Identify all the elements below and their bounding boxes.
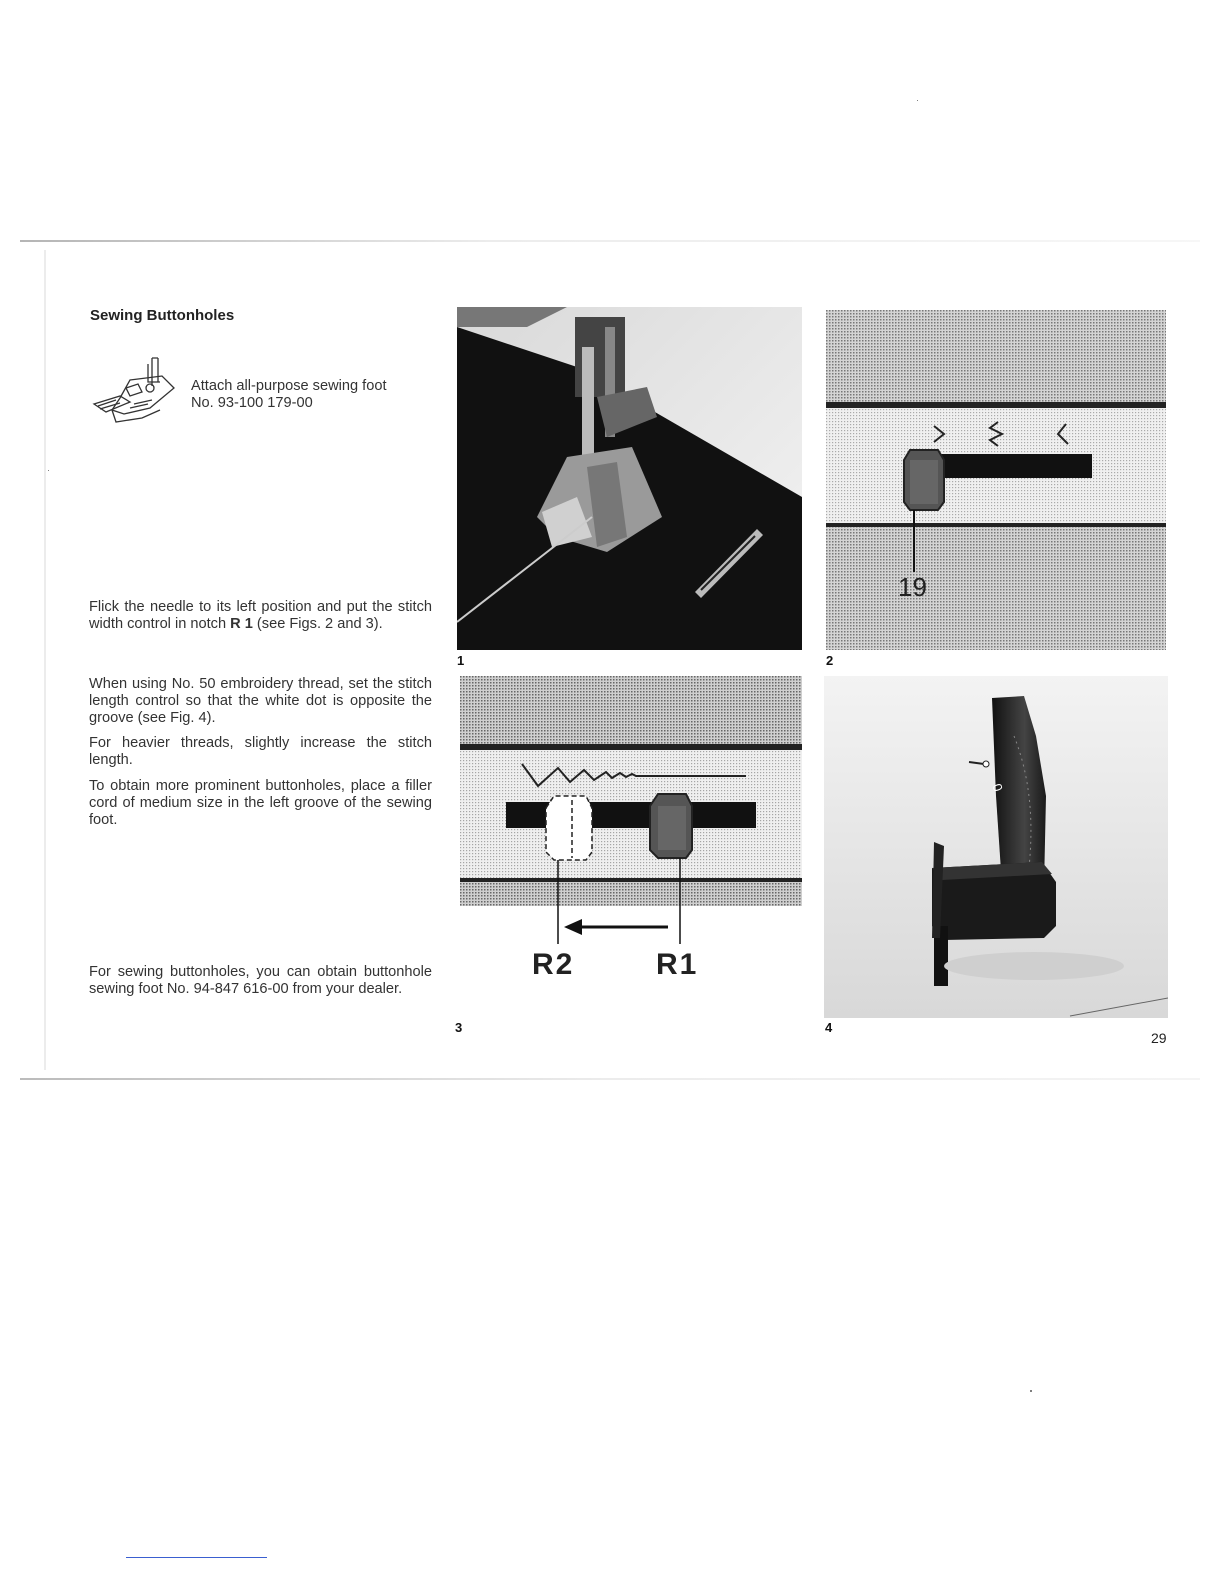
scan-speck [917, 100, 918, 101]
figure-3-label-r1: R1 [656, 948, 699, 981]
figure-4-dial-mark: 0 [989, 781, 1006, 794]
paragraph-buttonhole-foot: For sewing buttonholes, you can obtain buttonhole sewing foot No. 94-847 616-00 from your dealer. [89, 964, 432, 997]
figure-1-photo [457, 307, 802, 650]
scan-speck [1030, 1390, 1032, 1392]
foot-caption-line2: No. 93-100 179-00 [191, 395, 313, 411]
paragraph-needle-position [89, 599, 432, 633]
figure-3-diagram [460, 676, 802, 992]
page-number: 29 [1151, 1030, 1167, 1046]
figure-2-notch-label: 19 [898, 572, 927, 602]
notch-label: R 1 [230, 616, 253, 632]
bottom-rule [20, 1078, 1200, 1080]
section-title: Sewing Buttonholes [90, 307, 235, 324]
figure-4-photo [824, 676, 1168, 1018]
paragraph-text: (see Figs. 2 and 3). [252, 616, 383, 632]
paragraph-embroidery-thread: When using No. 50 embroidery thread, set the stitch length control so that the white dot is opposite the groove (see Fig. 4). [89, 676, 432, 726]
figure-4-number: 4 [825, 1020, 833, 1035]
paragraph-filler-cord: To obtain more prominent buttonholes, place a filler cord of medium size in the left groove of the sewing foot. [89, 778, 432, 828]
foot-caption [191, 378, 387, 412]
figure-3-number: 3 [455, 1020, 463, 1035]
paragraph-heavier-threads: For heavier threads, slightly increase the stitch length. [89, 735, 432, 768]
bottom-underline [126, 1557, 267, 1558]
top-rule [20, 240, 1200, 242]
paragraph-text: Flick the needle to its left position and put the stitch width control in notch [89, 599, 432, 632]
foot-caption-line1: Attach all-purpose sewing foot [191, 378, 387, 394]
left-margin-line [44, 250, 46, 1070]
scan-speck [48, 470, 49, 471]
sewing-foot-icon [90, 352, 186, 432]
figure-2-number: 2 [826, 653, 834, 668]
figure-3-label-r2: R2 [532, 948, 575, 981]
figure-2-diagram [826, 310, 1166, 650]
figure-1-number: 1 [457, 653, 465, 668]
